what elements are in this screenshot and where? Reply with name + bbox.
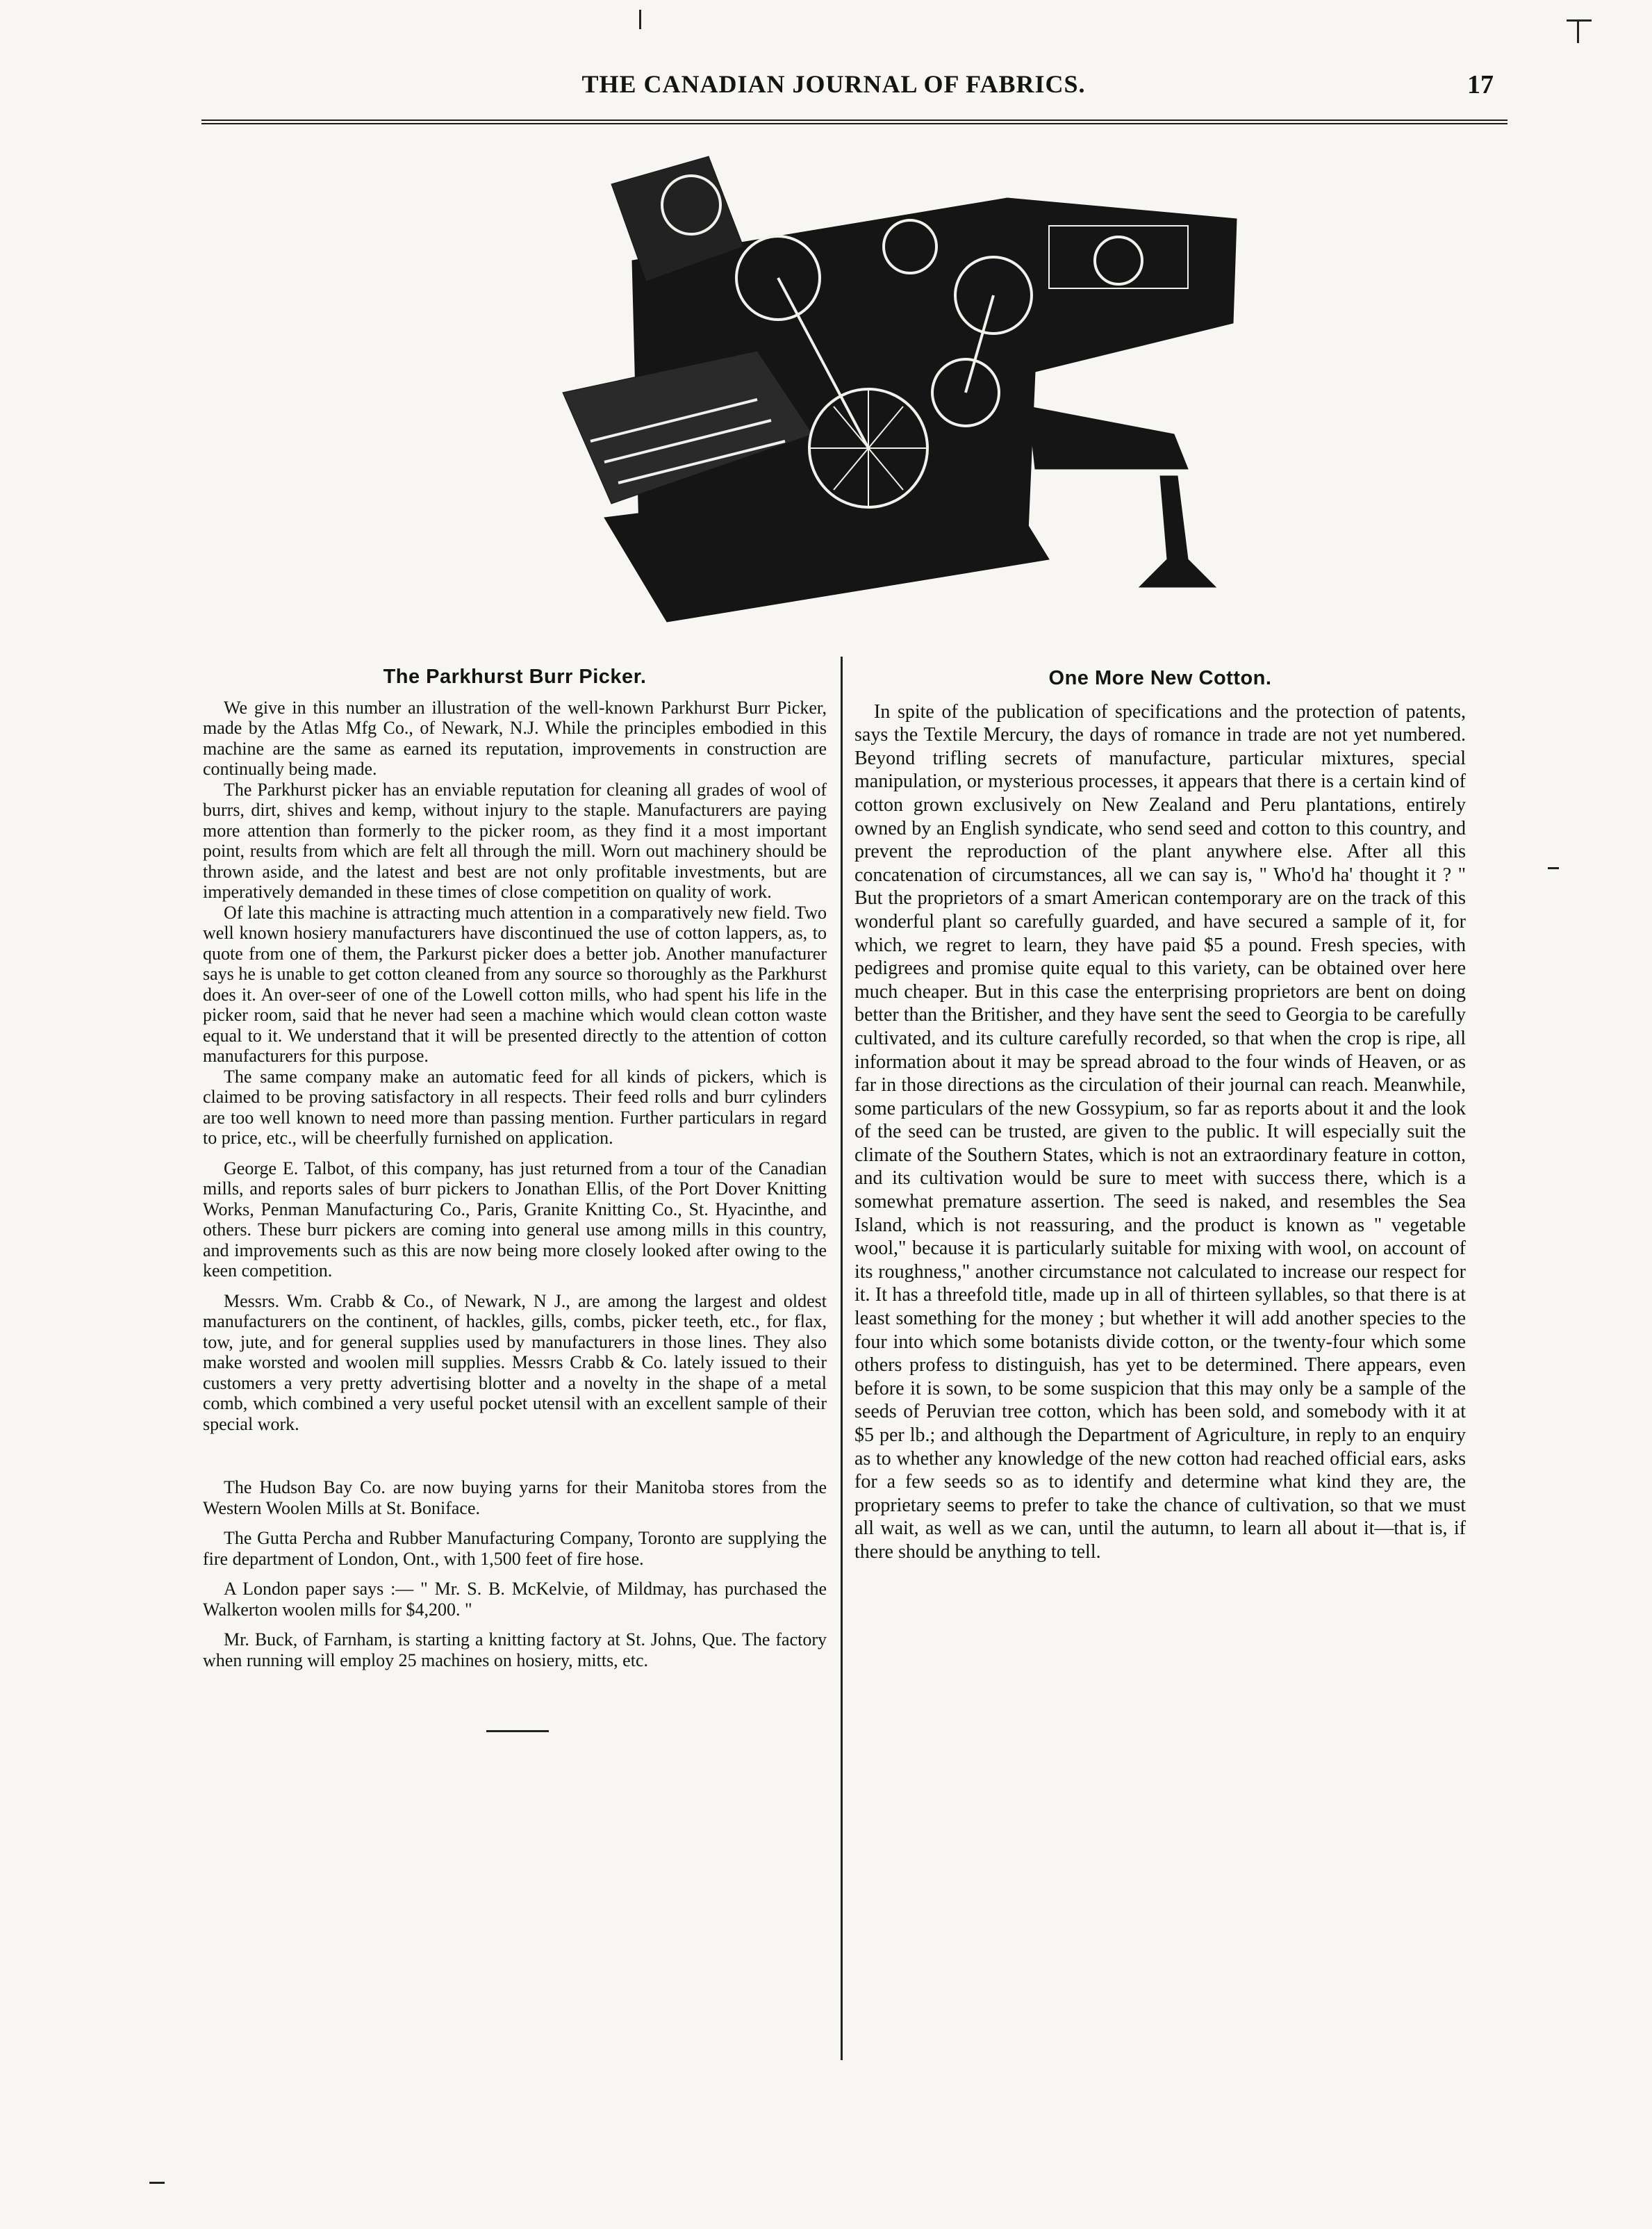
article-paragraph: The same company make an automatic feed for all kinds of pickers, which is claimed to be proving satisfactory in all respects. Their feed rolls and burr cylinders are too well known to need more than passing mention. Further particulars in regard to price, etc., will be cheerfully furnished on application. — [203, 1066, 827, 1148]
burr-picker-machine-engraving — [549, 142, 1250, 650]
left-column — [203, 667, 827, 1670]
article-paragraph: We give in this number an illustration of the well-known Parkhurst Burr Picker, made by the Atlas Mfg Co., of Newark, N.J. While the principles embodied in this machine are the same as earned its reputation, improvements in construction are continually being made. — [203, 697, 827, 779]
news-note: Mr. Buck, of Farnham, is starting a knitting factory at St. Johns, Que. The factory when running will employ 25 machines on hosiery, mitts, etc. — [203, 1629, 827, 1670]
article-paragraph: Of late this machine is attracting much attention in a comparatively new field. Two well known hosiery manufacturers have discontinued the use of cotton lappers, as, to quote from one of them, the Parkurst picker does a better job. Another manufacturer says he is unable to get cotton cleaned from any source so thoroughly as the Parkhurst does it. An over-seer of one of the Lowell cotton mills, who had spent his life in the picker room, said that he never had seen a machine which would clean cotton waste equal to it. We understand that it will be presented directly to the attention of cotton manufacturers for this purpose. — [203, 902, 827, 1066]
article-heading-burr-picker: The Parkhurst Burr Picker. — [383, 666, 647, 688]
scan-speck — [1567, 19, 1592, 22]
article-paragraph: George E. Talbot, of this company, has just returned from a tour of the Canadian mills, and reports sales of burr pickers to Jonathan Ellis, of the Port Dover Knitting Works, Penman Manufacturing Co., Paris, Granite Knitting Co., St. Hyacinthe, and others. These burr pickers are coming into general use among mills in this country, and improvements such as this are now being more closely looked after owing to the keen competition. — [203, 1158, 827, 1281]
right-column — [854, 667, 1466, 1564]
page-number: 17 — [1467, 70, 1494, 99]
section-divider — [486, 1730, 549, 1732]
news-note: A London paper says :— " Mr. S. B. McKelvie, of Mildmay, has purchased the Walkerton woolen mills for $4,200. " — [203, 1579, 827, 1620]
scan-speck — [1577, 19, 1579, 43]
article-paragraph: Messrs. Wm. Crabb & Co., of Newark, N J., are among the largest and oldest manufacturers on the continent, of hackles, gills, combs, picker teeth, etc., for flax, tow, jute, and for general supplies used by manufacturers in those lines. They also make worsted and woolen mill supplies. Messrs Crabb & Co. lately issued to their customers a very pretty advertising blotter and a novelty in the shape of a metal comb, which combined a very useful pocket utensil with an excellent sample of their special work. — [203, 1290, 827, 1434]
article-paragraph: In spite of the publication of specifications and the protection of patents, says the Textile Mercury, the days of romance in trade are not yet numbered. Beyond trifling secrets of manufacture, particular mixtures, special manipulation, or mysterious processes, it appears that there is a certain kind of cotton grown exclusively on New Zealand and Peru plantations, entirely owned by an English syndicate, who send seed and cotton to this country, and prevent the reproduction of the plant anywhere else. After all this concatenation of circumstances, all we can say is, " Who'd ha' thought it ? " But the proprietors of a smart American contemporary are on the track of this wonderful plant so carefully guarded, and have secured a sample of it, for which, we regret to learn, they have paid $5 a pound. Fresh species, with pedigrees and promise quite equal to this variety, can be obtained over here much cheaper. But in this case the enterprising proprietors are bent on doing better than the Britisher, and they have sent the seed to Georgia to be carefully cultivated, and its culture carefully recorded, so that when the crop is ripe, all information about it may be spread abroad to the four winds of Heaven, or as far in those directions as the circulation of their journal can reach. Meanwhile, some particulars of the new Gossypium, so far as reports about it and the look of the seed can be trusted, are given to the public. It will especially suit the climate of the Southern States, which is not an extraordinary feature in cotton, and its cultivation would be sure to meet with success there, which is a somewhat premature assertion. The seed is naked, and resembles the Sea Island, which is not reassuring, and the product is known as " vegetable wool," because it is particularly suitable for mixing with wool, on account of its roughness," another circumstance not calculated to increase our respect for it. It has a threefold title, made up in all of thirteen syllables, so that there is at least something for the money ; but whether it will add another species to the four into which some botanists divide cotton, or the twenty-four which some others profess to distinguish, has yet to be determined. There appears, even before it is sown, to be some suspicion that this may only be a sample of the seeds of Peruvian tree cotton, which has been sold, and somebody with it at $5 per lb.; and although the Department of Agriculture, in reply to an enquiry as to whether any knowledge of the new cotton had reached official ears, asks for a few seeds so as to identify and determine what kind they are, the proprietary seems to prefer to take the chance of cultivation, so that we must all wait, as well as we can, until the autumn, to learn all about it—that is, if there should be anything to tell. — [854, 700, 1466, 1563]
scan-speck — [639, 10, 641, 29]
header-rule — [201, 120, 1508, 125]
scan-speck — [1548, 867, 1559, 869]
news-note: The Hudson Bay Co. are now buying yarns for their Manitoba stores from the Western Woolen Mills at St. Boniface. — [203, 1477, 827, 1518]
column-divider — [841, 657, 843, 2060]
journal-title: THE CANADIAN JOURNAL OF FABRICS. — [581, 70, 1086, 98]
article-paragraph: The Parkhurst picker has an enviable reputation for cleaning all grades of wool of burrs, dirt, shives and kemp, without injury to the staple. Manufacturers are paying more attention than formerly to the picker room, as they find it a most important point, results from which are felt all through the mill. Worn out machinery should be thrown aside, and the latest and best are not only profitable investments, but are imperatively demanded in these times of close competition on quality of work. — [203, 779, 827, 902]
scan-speck — [149, 2182, 165, 2184]
article-heading-new-cotton: One More New Cotton. — [1048, 667, 1272, 689]
news-note: The Gutta Percha and Rubber Manufacturing Company, Toronto are supplying the fire department of London, Ont., with 1,500 feet of fire hose. — [203, 1528, 827, 1569]
